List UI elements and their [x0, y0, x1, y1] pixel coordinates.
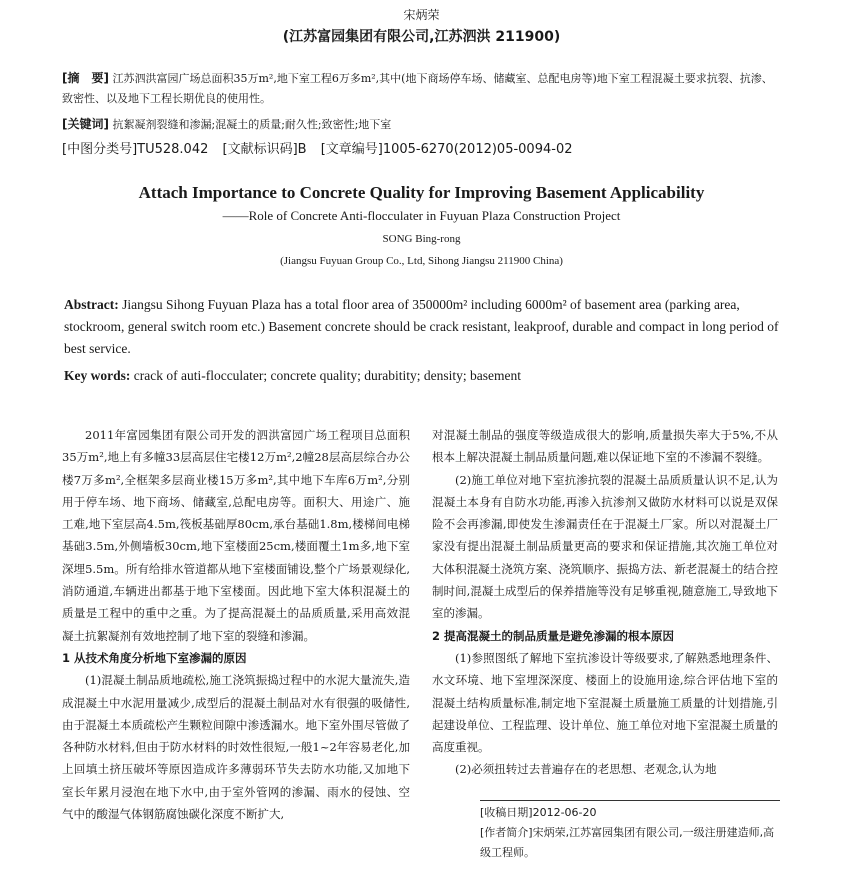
keywords-cn-text: 抗絮凝剂裂缝和渗漏;混凝土的质量;耐久性;致密性;地下室 [112, 118, 392, 131]
author-bio: [作者简介]宋炳荣,江苏富园集团有限公司,一级注册建造师,高级工程师。 [480, 826, 775, 859]
body-column-right [432, 424, 778, 781]
affiliation-cn: (江苏富园集团有限公司,江苏泗洪 211900) [282, 29, 561, 45]
abstract-cn-text: 江苏泗洪富园广场总面积35万m²,地下室工程6万多m²,其中(地下商场停车场、储藏室、总配电房等)地下室工程混凝土要求抗裂、抗渗、致密性、以及地下工程长期优良的使用性。 [62, 72, 773, 105]
body-paragraph: (1)混凝土制品质地疏松,施工浇筑振捣过程中的水泥大量流失,造成混凝土中水泥用量减少,成型后的混凝土制品对水有很强的吸储性,由于混凝土本质疏松产生颗粒间隙中渗透漏水。地下室外围尽管做了各种防水材料,但由于防水材料的时效性很短,一般1~2年容易老化,加上回填土挤压破坏等原因造成许多薄弱环节失去防水功能,又加地下室长年累月浸泡在地下水中,由于室外管网的渗漏、雨水的侵蚀、空气中的酸湿气体钢筋腐蚀碳化深度不断扩大, [62, 673, 410, 822]
classification-line [62, 138, 802, 157]
english-keywords [64, 366, 789, 386]
keywords-text: crack of auti-flocculater; concrete quality; durabitity; density; basement [130, 368, 521, 383]
english-affiliation: (Jiangsu Fuyuan Group Co., Ltd, Sihong Jiangsu 211900 China) [280, 255, 563, 267]
body-paragraph: 2011年富园集团有限公司开发的泗洪富园广场工程项目总面积35万m²,地上有多幢33层高层住宅楼12万m²,2幢28层高层综合办公楼7万多m²,全框架多层商业楼15万多m²,其中地下车库6万m²,分别用于停车场、地下商场、储藏室,总配电房等。面积大、用途广、施工难,地下室层高4.5m,筏板基础厚80cm,承台基础1.8m,楼梯间电梯基础3.5m,外侧墙板30cm,地下室楼面25cm,楼面覆土1m多,地下室深埋5.5m。所有给排水管道都从地下室楼面铺设,整个广场景观绿化,消防通道,车辆进出都基于地下室楼面。因此地下室大体积混凝土的质量是工程中的重中之重。为了提高混凝土的品质质量,采用高效混凝土抗絮凝剂有效地控制了地下室的裂缝和渗漏。 [62, 428, 410, 643]
keywords-cn-tag: [关键词] [62, 117, 109, 131]
body-paragraph: (1)参照图纸了解地下室抗渗设计等级要求,了解熟悉地理条件、水文环境、地下室埋深深度、楼面上的设施用途,综合评估地下室的混凝土结构质量标准,制定地下室混凝土质量施工质量的计划措施,引起建设单位、工程监理、设计单位、施工单位对地下室混凝土质量的高度重视。 [432, 650, 778, 755]
author-name: 宋炳荣 [403, 8, 440, 22]
english-subtitle: ——Role of Concrete Anti-flocculater in Fuyuan Plaza Construction Project [222, 208, 621, 223]
english-abstract [64, 294, 789, 360]
abstract-cn-tag: [摘 要] [62, 71, 109, 85]
section-heading-2: 2 提高混凝土的制品质量是避免渗漏的根本原因 [432, 628, 675, 643]
keywords-cn [62, 114, 782, 135]
abstract-cn [62, 68, 782, 109]
body-paragraph: 对混凝土制品的强度等级造成很大的影响,质量损失率大于5%,不从根本上解决混凝土制品质量问题,难以保证地下室的不渗漏不裂缝。 [432, 428, 778, 465]
abstract-label: Abstract: [64, 297, 119, 312]
body-paragraph: (2)必须扭转过去普遍存在的老思想、老观念,认为地 [455, 762, 717, 777]
body-column-left [62, 424, 410, 825]
english-title: Attach Importance to Concrete Quality for Improving Basement Applicability [138, 183, 705, 202]
keywords-label: Key words: [64, 368, 131, 383]
body-paragraph: (2)施工单位对地下室抗渗抗裂的混凝土品质质量认识不足,认为混凝土本身有自防水功能,再渗入抗渗剂又做防水材料可以说是双保险不会再渗漏,即使发生渗漏责任在于混凝土厂家。所以对混凝土厂家没有提出混凝土制品质量更高的要求和保证措施,其次施工单位对大体积混凝土浇筑方案、浇筑顺序、振捣方法、新老混凝土的结合控制时间,混凝土成型后的保养措施等没有足够重视,随意施工,导致地下室的渗漏。 [432, 472, 778, 621]
footnote [480, 800, 780, 863]
document-code: [文献标识码]B [222, 142, 307, 157]
english-author: SONG Bing-rong [382, 233, 461, 245]
abstract-text: Jiangsu Sihong Fuyuan Plaza has a total floor area of 350000m² including 6000m² of basement area (parking area, stockroom, general switch room etc.) Basement concrete should be crack resistant, leakproof, durable and compact in long period of best service. [64, 297, 779, 356]
article-number: [文章编号]1005-6270(2012)05-0094-02 [320, 142, 573, 157]
clc-number: [中图分类号]TU528.042 [62, 142, 209, 157]
received-date: [收稿日期]2012-06-20 [480, 806, 597, 819]
section-heading-1: 1 从技术角度分析地下室渗漏的原因 [62, 650, 247, 665]
